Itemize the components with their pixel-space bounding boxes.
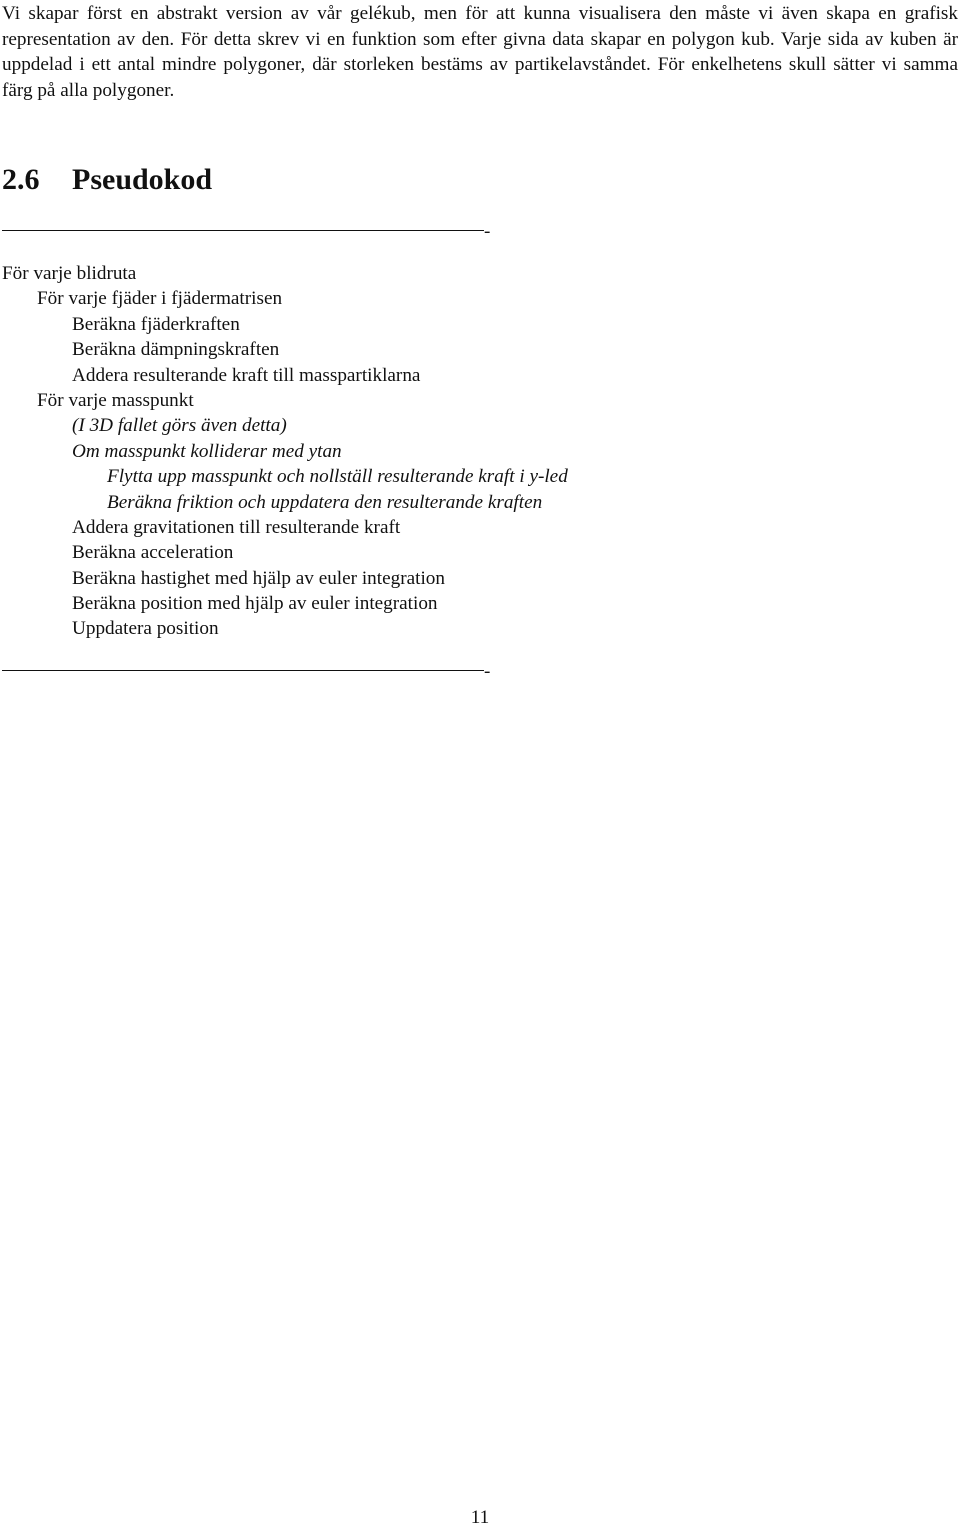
- pseudocode-line: Addera resulterande kraft till masspartiklarna: [72, 364, 421, 386]
- pseudocode-line: Beräkna fjäderkraften: [72, 313, 240, 335]
- pseudocode-line: Beräkna acceleration: [72, 542, 234, 564]
- pseudocode-line: Addera gravitationen till resulterande kraft: [72, 516, 401, 538]
- top-rule-tail: -: [484, 221, 491, 242]
- top-rule: [2, 222, 490, 242]
- section-heading: [2, 160, 212, 200]
- pseudocode-line: För varje masspunkt: [37, 389, 194, 411]
- pseudocode-line: Om masspunkt kolliderar med ytan: [72, 440, 342, 462]
- pseudocode-line: Uppdatera position: [72, 618, 219, 640]
- intro-paragraph: Vi skapar först en abstrakt version av vår gelékub, men för att kunna visualisera den måste vi även skapa en grafisk representation av den. För detta skrev vi en funktion som efter givna data skapar en polygon kub. Varje sida av kuben är uppdelad i ett antal mindre polygoner, där storleken bestäms av partikelavståndet. För enkelhetens skull sätter vi samma färg på alla polygoner.: [2, 3, 958, 101]
- section-title: Pseudokod: [72, 163, 213, 196]
- bottom-rule: [2, 662, 490, 682]
- pseudocode-line: För varje blidruta: [2, 263, 137, 284]
- pseudocode-line: För varje fjäder i fjädermatrisen: [37, 288, 283, 310]
- pseudocode-line: Beräkna hastighet med hjälp av euler integration: [72, 567, 445, 589]
- top-rule-line: [2, 230, 484, 231]
- pseudocode-line-comment: (I 3D fallet görs även detta): [72, 415, 287, 437]
- bottom-rule-line: [2, 670, 484, 671]
- section-number: 2.6: [2, 163, 40, 196]
- pseudocode-block: [2, 261, 902, 642]
- pseudocode-line: Beräkna friktion och uppdatera den resulterande kraften: [107, 491, 543, 513]
- pseudocode-line: Beräkna position med hjälp av euler integration: [72, 593, 438, 615]
- page-number: 11: [470, 1507, 490, 1528]
- pseudocode-line: Flytta upp masspunkt och nollställ resulterande kraft i y-led: [107, 466, 568, 488]
- pseudocode-line: Beräkna dämpningskraften: [72, 339, 280, 361]
- bottom-rule-tail: -: [484, 661, 491, 682]
